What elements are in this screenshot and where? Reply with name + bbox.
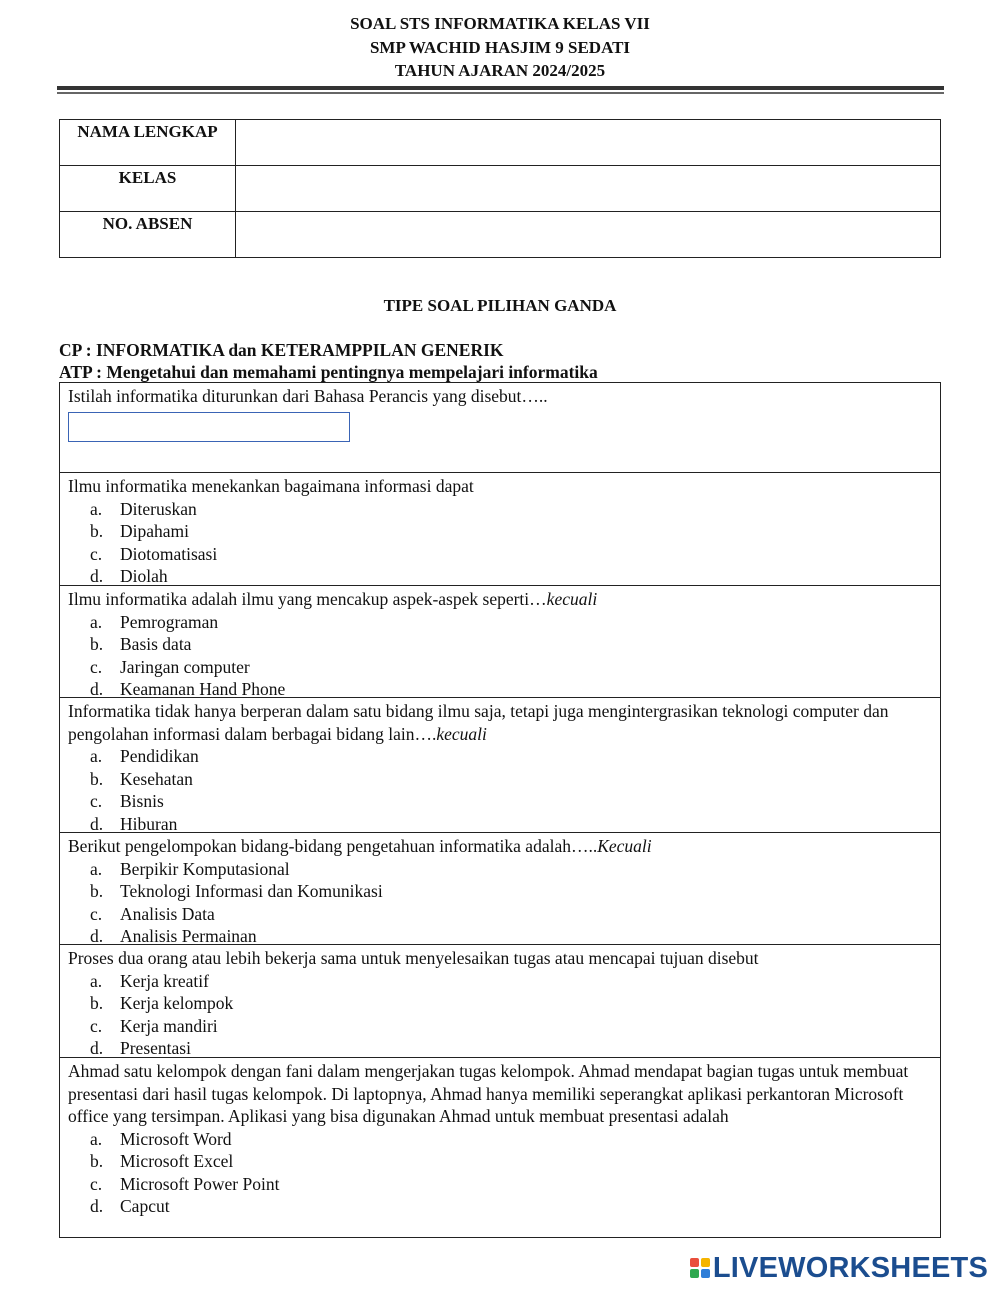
logo-square-red xyxy=(690,1258,699,1267)
question-5 xyxy=(59,833,941,945)
option-list xyxy=(68,1128,932,1218)
question-stem: Istilah informatika diturunkan dari Bahasa Perancis yang disebut….. xyxy=(68,386,548,406)
option-b[interactable]: b. Kesehatan xyxy=(90,768,193,789)
answer-input-box[interactable] xyxy=(68,412,350,442)
liveworksheets-logo xyxy=(690,1252,988,1284)
option-a[interactable]: a. Diteruskan xyxy=(90,498,197,519)
question-stem: Ilmu informatika menekankan bagaimana informasi dapat xyxy=(68,476,474,496)
question-table xyxy=(59,382,941,1238)
option-c[interactable]: c. Diotomatisasi xyxy=(90,543,218,564)
option-c[interactable]: c. Kerja mandiri xyxy=(90,1015,218,1036)
option-b[interactable]: b. Microsoft Excel xyxy=(90,1151,234,1171)
question-stem: Ilmu informatika adalah ilmu yang mencakup aspek-aspek seperti…kecuali xyxy=(68,589,598,609)
question-stem: Berikut pengelompokan bidang-bidang pengetahuan informatika adalah…..Kecuali xyxy=(68,836,652,856)
name-field[interactable] xyxy=(236,120,941,166)
question-stem: Ahmad satu kelompok dengan fani dalam mengerjakan tugas kelompok. Ahmad mendapat bagian tugas untuk membuat presentasi dari hasil tugas kelompok. Di laptopnya, Ahmad hanya memiliki seperangkat aplikasi perkantoran Microsoft office yang tersimpan. Aplikasi yang bisa digunakan Ahmad untuk membuat presentasi adalah xyxy=(68,1061,909,1126)
logo-square-yellow xyxy=(701,1258,710,1267)
atp-heading: ATP : Mengetahui dan memahami pentingnya mempelajari informatika xyxy=(59,362,598,382)
option-c[interactable]: c. Jaringan computer xyxy=(90,656,250,677)
question-stem: Informatika tidak hanya berperan dalam satu bidang ilmu saja, tetapi juga mengintergrasikan teknologi computer dan pengolahan informasi dalam berbagai bidang lain….kecuali xyxy=(68,701,889,744)
option-b[interactable]: b. Kerja kelompok xyxy=(90,993,234,1013)
option-b[interactable]: b. Basis data xyxy=(90,634,192,654)
option-d[interactable]: d. Analisis Permainan xyxy=(90,926,257,946)
cp-heading: CP : INFORMATIKA dan KETERAMPPILAN GENERIK xyxy=(59,340,504,360)
question-stem: Proses dua orang atau lebih bekerja sama untuk menyelesaikan tugas atau mencapai tujuan disebut xyxy=(68,948,759,968)
absen-label: NO. ABSEN xyxy=(60,212,236,258)
option-a[interactable]: a. Pemrograman xyxy=(90,611,219,632)
question-4 xyxy=(59,698,941,833)
liveworksheets-logo-icon xyxy=(690,1258,710,1278)
option-c[interactable]: c. Microsoft Power Point xyxy=(90,1173,280,1194)
option-a[interactable]: a. Kerja kreatif xyxy=(90,970,209,991)
option-b[interactable]: b. Dipahami xyxy=(90,521,190,541)
student-identity-table xyxy=(59,119,941,258)
absen-field[interactable] xyxy=(236,212,941,258)
liveworksheets-logo-text: LIVEWORKSHEETS xyxy=(712,1251,988,1284)
option-d[interactable]: d. Capcut xyxy=(90,1196,170,1216)
option-d[interactable]: d. Presentasi xyxy=(90,1038,191,1058)
option-list xyxy=(68,858,932,948)
header-school: SMP WACHID HASJIM 9 SEDATI xyxy=(369,37,631,57)
header-divider-thin xyxy=(57,92,944,94)
document-header xyxy=(0,12,1000,83)
class-label: KELAS xyxy=(60,166,236,212)
option-a[interactable]: a. Berpikir Komputasional xyxy=(90,858,290,879)
option-a[interactable]: a. Microsoft Word xyxy=(90,1128,232,1149)
option-c[interactable]: c. Analisis Data xyxy=(90,903,215,924)
name-label: NAMA LENGKAP xyxy=(60,120,236,166)
option-b[interactable]: b. Teknologi Informasi dan Komunikasi xyxy=(90,881,383,901)
question-7 xyxy=(59,1058,941,1238)
option-list xyxy=(68,611,932,701)
option-list xyxy=(68,498,932,588)
question-2 xyxy=(59,473,941,586)
question-6 xyxy=(59,945,941,1058)
option-d[interactable]: d. Diolah xyxy=(90,566,168,586)
option-d[interactable]: d. Hiburan xyxy=(90,813,178,834)
logo-square-green xyxy=(690,1269,699,1278)
logo-square-blue xyxy=(701,1269,710,1278)
class-field[interactable] xyxy=(236,166,941,212)
identity-row-name xyxy=(60,120,941,166)
identity-row-number xyxy=(60,212,941,258)
option-list xyxy=(68,970,932,1060)
question-1 xyxy=(59,382,941,473)
option-a[interactable]: a. Pendidikan xyxy=(90,746,199,766)
header-divider-thick xyxy=(57,86,944,90)
option-list xyxy=(68,745,932,835)
question-3 xyxy=(59,586,941,698)
option-d[interactable]: d. Keamanan Hand Phone xyxy=(90,679,286,699)
section-title: TIPE SOAL PILIHAN GANDA xyxy=(383,296,617,315)
header-title: SOAL STS INFORMATIKA KELAS VII xyxy=(350,14,650,33)
option-c[interactable]: c. Bisnis xyxy=(90,791,164,811)
header-year: TAHUN AJARAN 2024/2025 xyxy=(394,61,606,80)
identity-row-class xyxy=(60,166,941,212)
